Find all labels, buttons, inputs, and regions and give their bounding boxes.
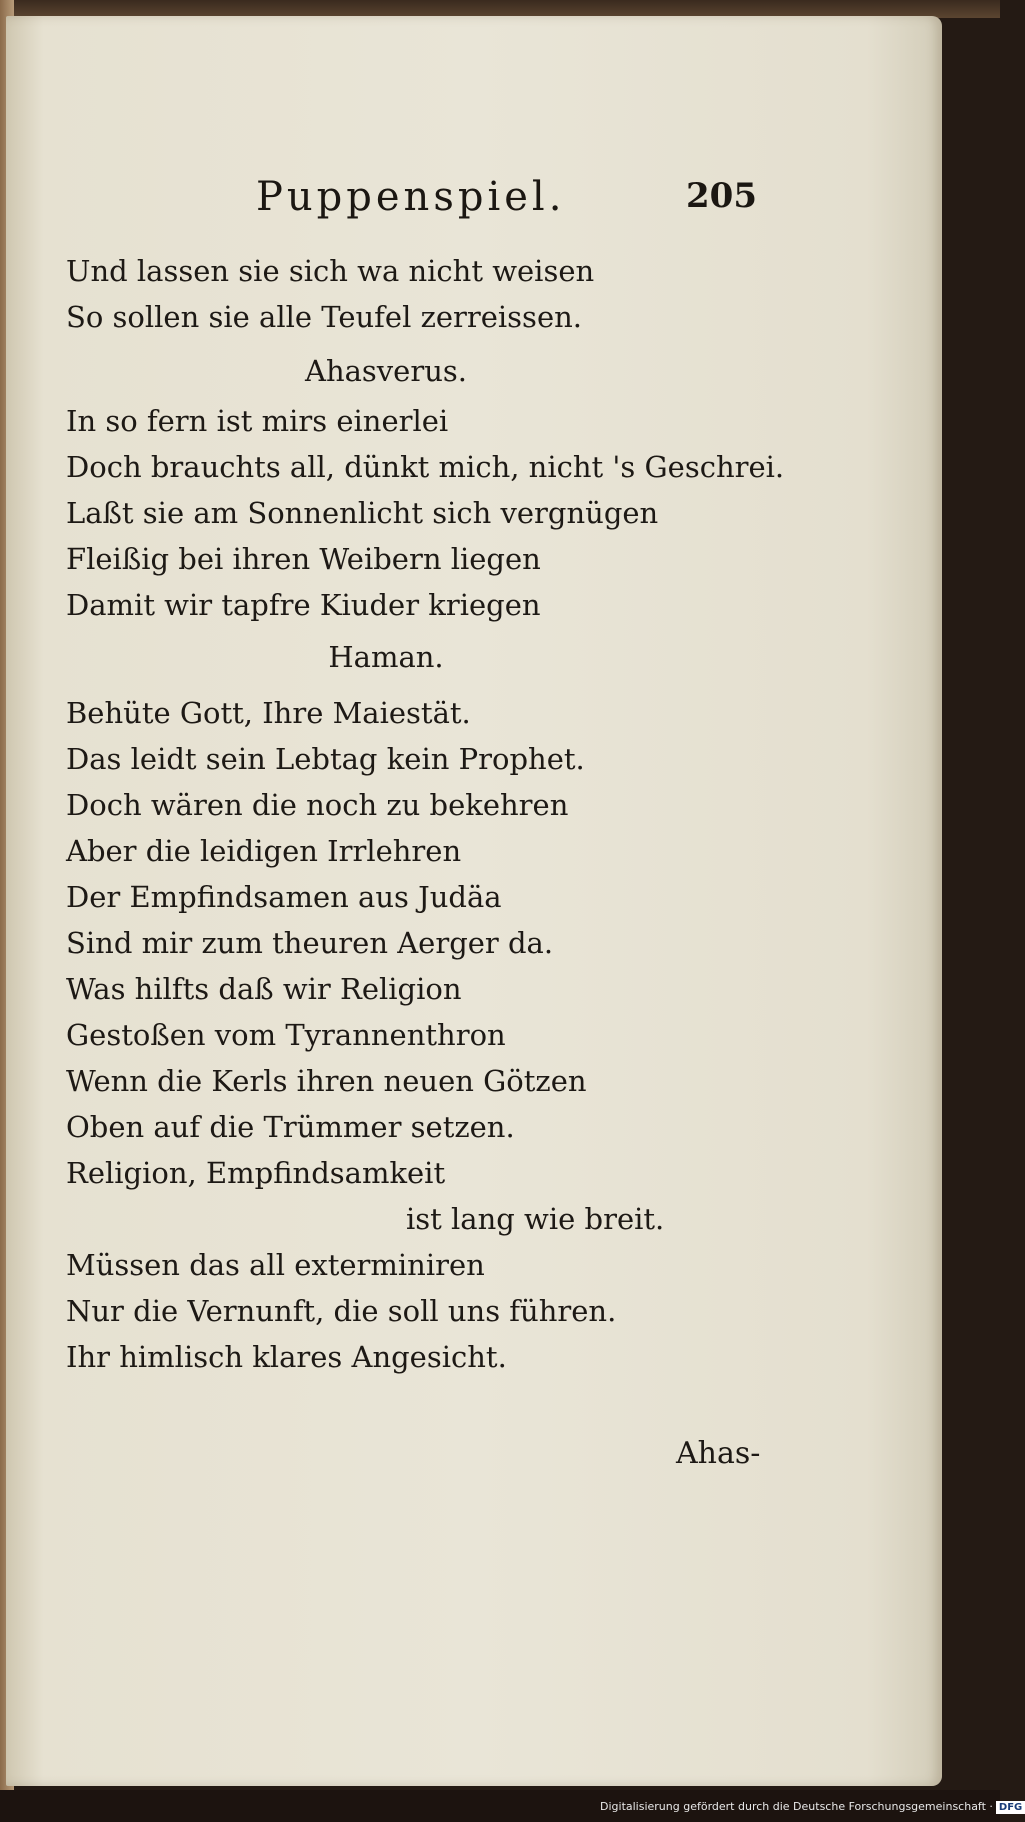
verse-line: Was hilfts daß wir Religion (66, 972, 462, 1006)
digitization-credit (600, 1800, 1023, 1818)
credit-text: Digitalisierung gefördert durch die Deutsche Forschungsgemeinschaft · (600, 1800, 993, 1813)
speaker-name: Ahasverus. (305, 354, 467, 388)
verse-line: Fleißig bei ihren Weibern liegen (66, 542, 541, 576)
verse-line: Doch brauchts all, dünkt mich, nicht 's Geschrei. (66, 450, 785, 484)
speaker-name: Haman. (328, 640, 444, 674)
verse-line: In so fern ist mirs einerlei (66, 404, 449, 438)
page-header (256, 174, 756, 234)
verse-line: Gestoßen vom Tyrannenthron (66, 1018, 506, 1052)
verse-line: Doch wären die noch zu bekehren (66, 788, 569, 822)
dfg-logo: DFG (996, 1801, 1025, 1814)
page-number: 205 (686, 176, 757, 216)
verse-line: Laßt sie am Sonnenlicht sich vergnügen (66, 496, 659, 530)
catchword: Ahas- (676, 1436, 761, 1471)
running-title: Puppenspiel. (256, 174, 566, 220)
book-page (6, 16, 942, 1786)
verse-line: Wenn die Kerls ihren neuen Götzen (66, 1064, 587, 1098)
verse-line: Nur die Vernunft, die soll uns führen. (66, 1294, 617, 1328)
verse-line: Der Empfindsamen aus Judäa (66, 880, 502, 914)
verse-line: Aber die leidigen Irrlehren (66, 834, 462, 868)
verse-line: Sind mir zum theuren Aerger da. (66, 926, 554, 960)
verse-line: So sollen sie alle Teufel zerreissen. (66, 300, 582, 334)
verse-line: Religion, Empfindsamkeit (66, 1156, 446, 1190)
verse-line: Das leidt sein Lebtag kein Prophet. (66, 742, 585, 776)
verse-line: Oben auf die Trümmer setzen. (66, 1110, 515, 1144)
verse-line: Damit wir tapfre Kiuder kriegen (66, 588, 541, 622)
verse-line: Behüte Gott, Ihre Maiestät. (66, 696, 471, 730)
verse-line: Ihr himlisch klares Angesicht. (66, 1340, 507, 1374)
verse-line: ist lang wie breit. (406, 1202, 665, 1236)
verse-text (66, 248, 906, 1380)
verse-line: Und lassen sie sich wa nicht weisen (66, 254, 595, 288)
verse-line: Müssen das all exterminiren (66, 1248, 485, 1282)
